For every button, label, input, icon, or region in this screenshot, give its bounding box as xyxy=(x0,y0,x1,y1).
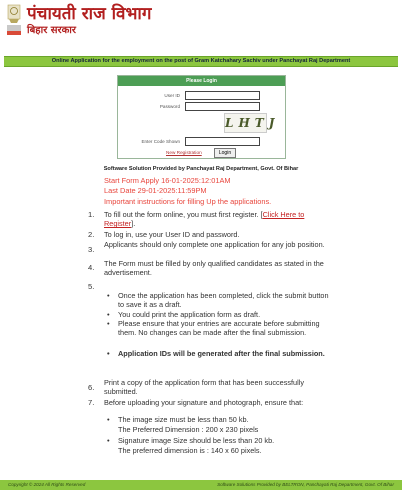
list-item: The image size must be less than 50 kb. xyxy=(118,415,249,424)
user-id-row xyxy=(118,91,285,101)
list-item: Applicants should only complete one application for any job position. xyxy=(104,240,325,249)
list-item: Signature image Size should be less than 20 kb. xyxy=(118,436,275,445)
user-id-input[interactable] xyxy=(185,91,260,100)
login-panel xyxy=(117,75,286,159)
list-item: You could print the application form as draft. xyxy=(118,310,261,319)
page-footer xyxy=(0,480,402,490)
page-header xyxy=(0,0,402,44)
list-item: Once the application has been completed, click the submit button to save it as a draft. xyxy=(118,291,329,310)
list-item-text: To fill out the form online, you must first register. [ xyxy=(104,210,263,219)
list-item: The preferred dimension is : 140 x 60 pixels. xyxy=(118,446,262,455)
last-date: Last Date 29-01-2025:11:59PM xyxy=(104,186,207,195)
software-credit: Software Solution Provided by Panchayat Raj Department, Govt. Of Bihar xyxy=(103,166,299,172)
list-number: 1. xyxy=(88,210,95,219)
bullet-icon: • xyxy=(107,436,110,445)
important-instructions-heading: Important instructions for filling Up the applications. xyxy=(104,197,272,206)
list-number: 6. xyxy=(88,383,95,392)
bullet-icon: • xyxy=(107,291,110,300)
register-link[interactable]: Click Here to Register xyxy=(104,210,305,229)
list-number: 2. xyxy=(88,230,95,239)
footer-credit: Software Solutions Provided by BELTRON, Panchayati Raj Department, Govt. Of Bihar xyxy=(217,482,394,487)
list-item: Before uploading your signature and photograph, ensure that: xyxy=(104,398,304,407)
list-number: 4. xyxy=(88,263,95,272)
list-item: The Form must be filled by only qualified candidates as stated in the advertisement. xyxy=(104,259,324,278)
captcha-label: Enter Code Shown xyxy=(141,139,180,144)
list-item: Application IDs will be generated after the final submission. xyxy=(118,349,325,358)
list-item: Please ensure that your entries are accurate before submitting them. No changes can be made after the final submission. xyxy=(118,319,320,338)
bullet-icon: • xyxy=(107,415,110,424)
password-row xyxy=(118,102,285,112)
government-subtitle: बिहार सरकार xyxy=(27,25,76,36)
new-registration-link[interactable]: New Registration xyxy=(166,150,202,155)
login-header: Please Login xyxy=(118,76,285,86)
list-item: The Preferred Dimension : 200 x 230 pixels xyxy=(118,425,259,434)
copyright-text: Copyright © 2024 All Rights Reserved xyxy=(8,482,86,487)
list-item xyxy=(104,210,332,229)
list-item: Print a copy of the application form that has been successfully submitted. xyxy=(104,378,304,397)
user-id-label: User ID xyxy=(164,93,180,98)
bullet-icon: • xyxy=(107,310,110,319)
department-title: पंचायती राज विभाग xyxy=(27,4,152,24)
bihar-emblem-logo xyxy=(4,3,24,39)
list-item: To log in, use your User ID and password. xyxy=(104,230,240,239)
bullet-icon: • xyxy=(107,349,110,358)
list-number: 7. xyxy=(88,398,95,407)
list-number: 3. xyxy=(88,245,95,254)
captcha-input[interactable] xyxy=(185,137,260,146)
captcha-image: LHTJ xyxy=(224,113,267,133)
notice-bar: Online Application for the employment on the post of Gram Katchahary Sachiv under Panchayat Raj Department xyxy=(4,56,398,67)
login-button[interactable]: Login xyxy=(214,148,236,158)
password-input[interactable] xyxy=(185,102,260,111)
list-number: 5. xyxy=(88,282,95,291)
list-item-text: ]. xyxy=(131,219,136,229)
bullet-icon: • xyxy=(107,319,110,328)
password-label: Password xyxy=(159,104,180,109)
start-date: Start Form Apply 16-01-2025:12:01AM xyxy=(104,176,231,185)
